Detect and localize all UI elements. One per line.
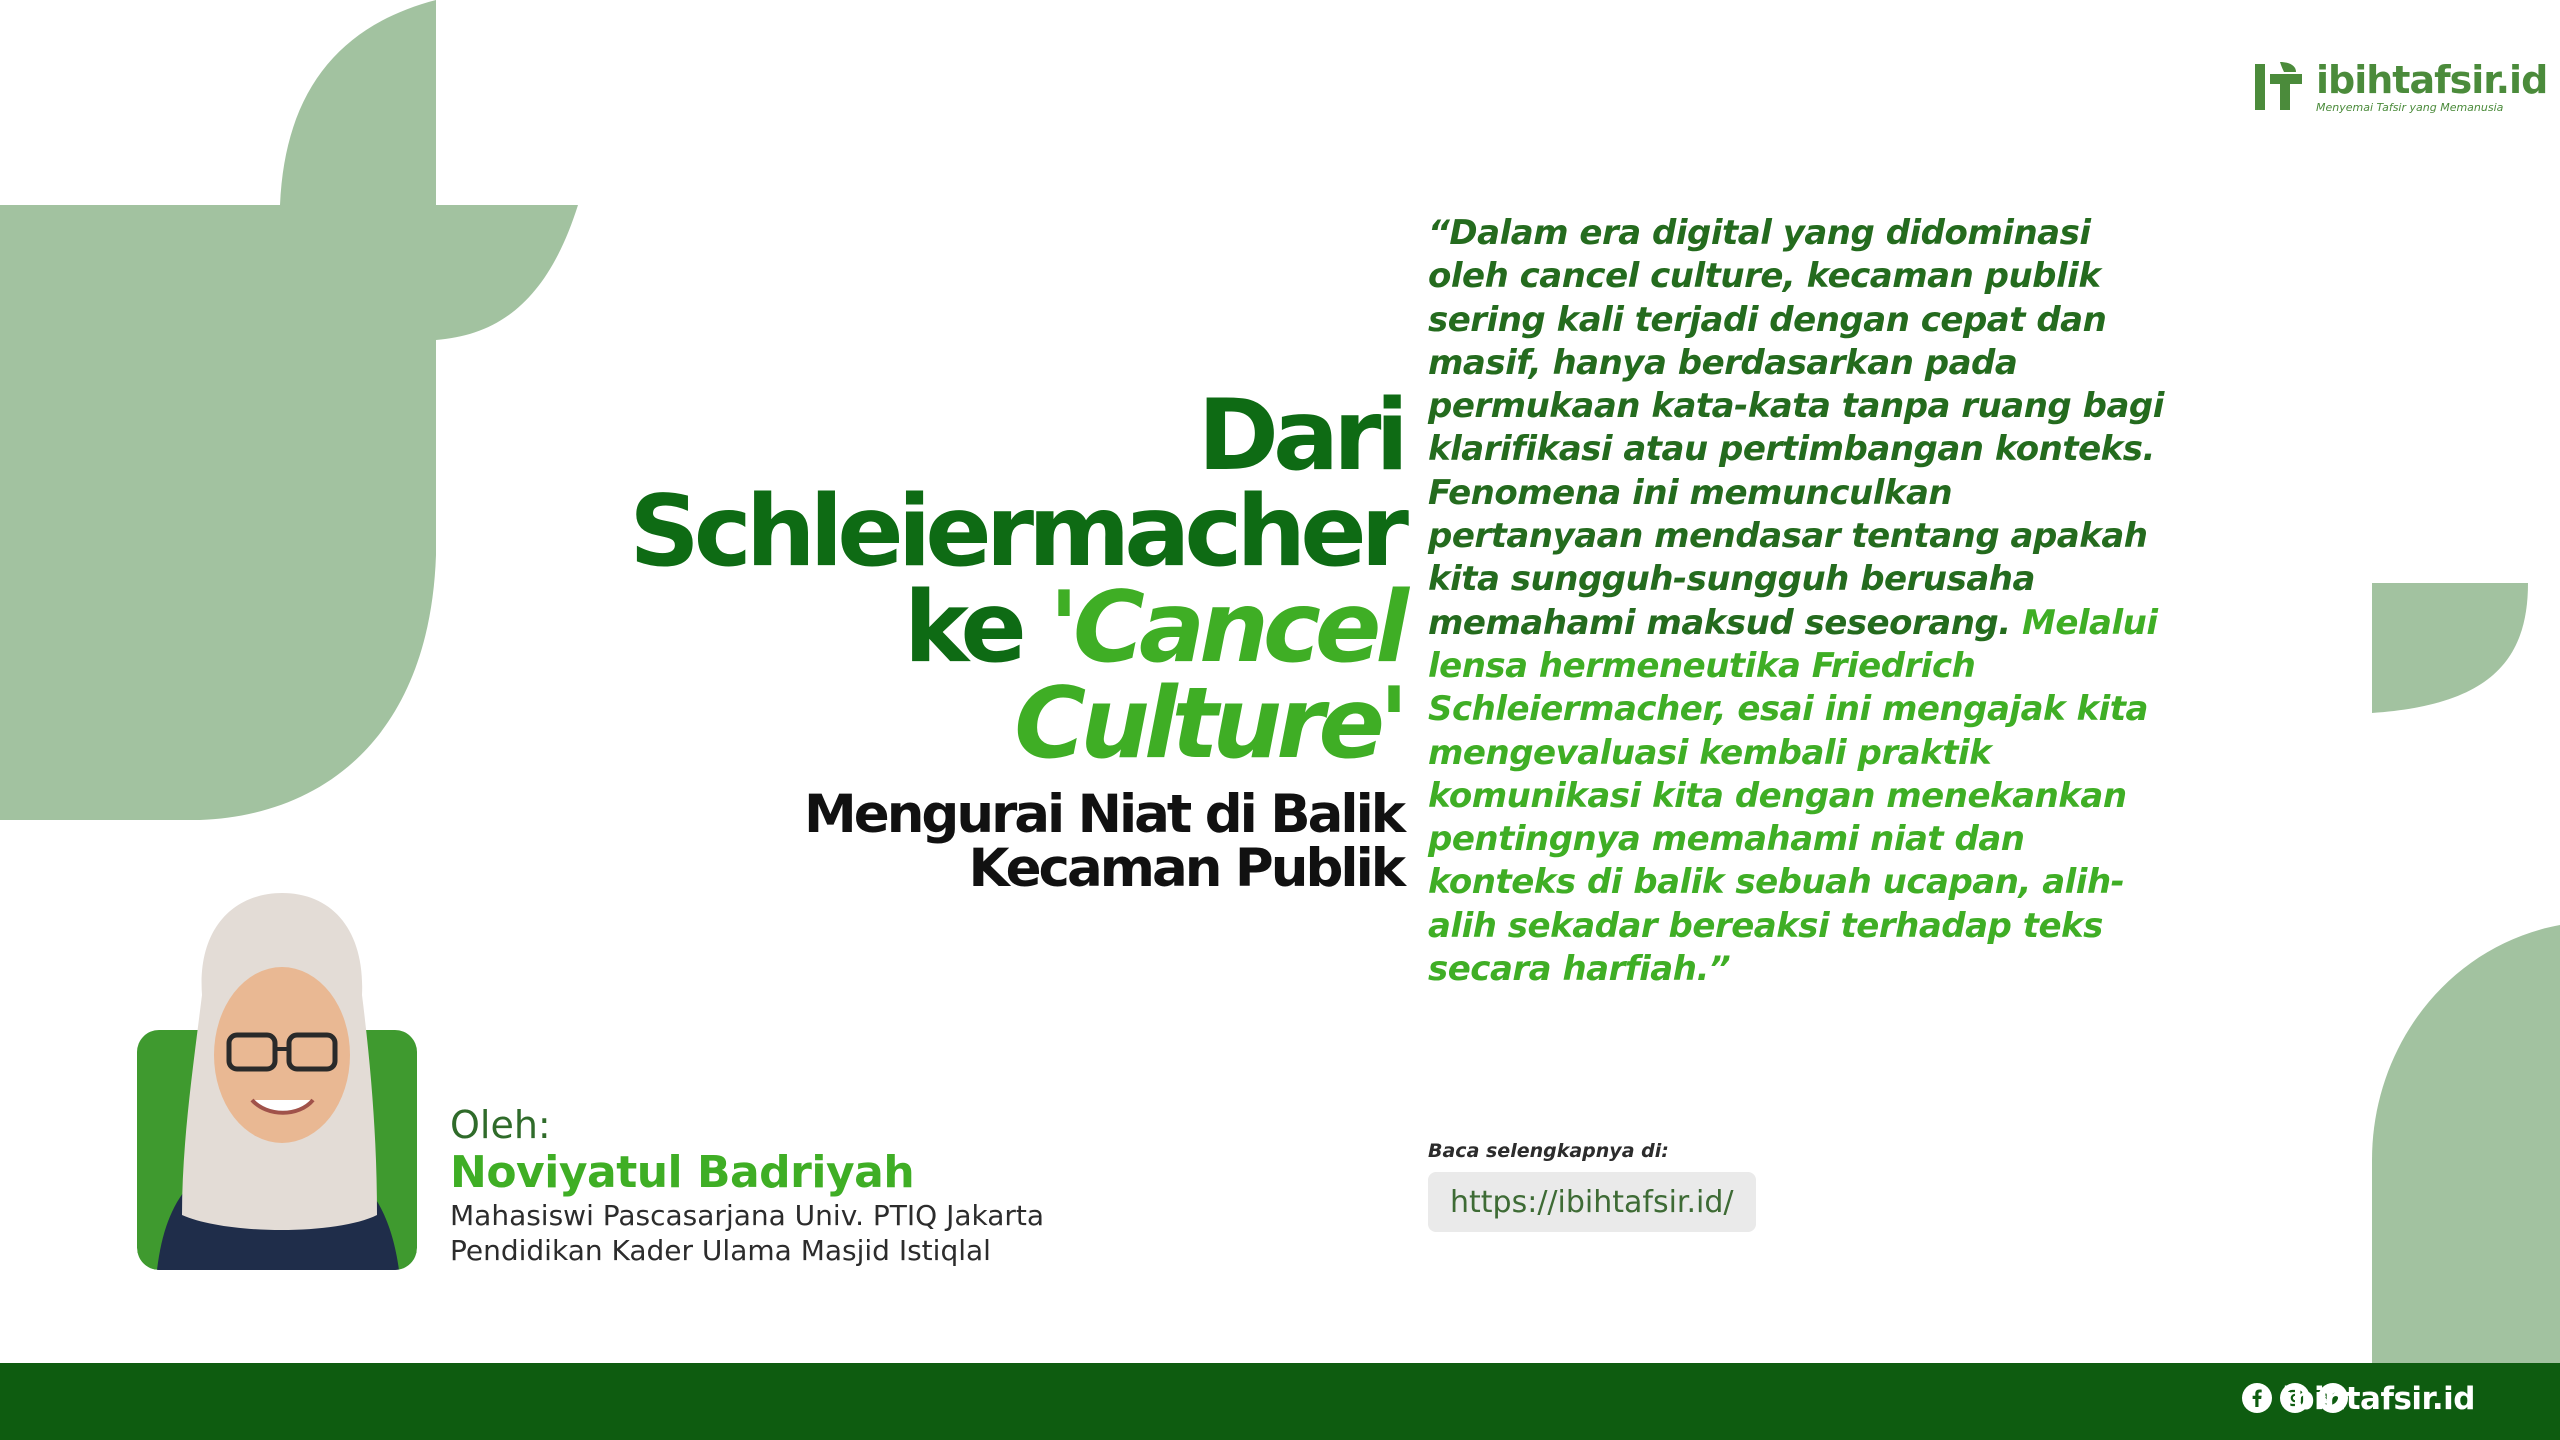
brand-logo[interactable] (2250, 57, 2548, 114)
right-leaf-shape (2372, 583, 2528, 713)
subtitle-line-1: Mengurai Niat di Balik (804, 784, 1403, 845)
main-title (629, 379, 1403, 781)
author-affiliation-2: Pendidikan Kader Ulama Masjid Istiqlal (450, 1234, 991, 1267)
subtitle (804, 784, 1403, 899)
quote-part-1: “Dalam era digital yang didominasi oleh cancel culture, kecaman publik sering kali terjadi dengan cepat dan masif, hanya berdasarkan pada permukaan kata-kata tanpa ruang bagi klarifikasi atau pertimbangan konteks. Fenomena ini memunculkan pertanyaan mendasar tentang apakah kita sungguh-sungguh berusaha memahami maksud seseorang. (1428, 213, 2164, 643)
title-line-4: Culture' (1014, 667, 1403, 781)
author-affiliation-1: Mahasiswi Pascasarjana Univ. PTIQ Jakarta (450, 1199, 1045, 1232)
brand-tagline: Menyemai Tafsir yang Memanusia (2316, 100, 2504, 114)
quote-part-2: Melalui lensa hermeneutika Friedrich Schleiermacher, esai ini mengajak kita mengevaluasi kembali praktik komunikasi kita dengan menekankan pentingnya memahami niat dan konteks di balik sebuah ucapan, alih-alih sekadar bereaksi terhadap teks secara harfiah.” (1428, 602, 2158, 990)
author-name: Noviyatul Badriyah (450, 1147, 915, 1198)
author-byline (450, 1102, 1044, 1268)
left-logo-shape (0, 0, 578, 820)
read-more-link[interactable]: https://ibihtafsir.id/ (1428, 1172, 1756, 1232)
footer-bar (0, 1363, 2560, 1440)
title-line-3-plain: ke (903, 571, 1050, 685)
right-stem-shape (2372, 925, 2560, 1363)
title-line-2: Schleiermacher (629, 475, 1403, 589)
subtitle-line-2: Kecaman Publik (968, 838, 1403, 899)
facebook-icon[interactable] (2242, 1383, 2272, 1413)
read-more-label: Baca selengkapnya di: (1428, 1140, 1669, 1162)
title-line-1: Dari (1197, 379, 1403, 493)
author-photo (137, 885, 417, 1270)
title-line-3 (629, 571, 1403, 685)
brand-logo-icon (2250, 60, 2306, 114)
quote-block (1428, 212, 2168, 991)
brand-name: ibihtafsir.id (2316, 57, 2548, 102)
footer-site-link[interactable]: ibihtafsir.id (2282, 1381, 2475, 1417)
author-label: Oleh: (450, 1103, 551, 1147)
title-line-3-accent: 'Cancel (1049, 571, 1403, 685)
brand-logo-text (2316, 57, 2548, 114)
